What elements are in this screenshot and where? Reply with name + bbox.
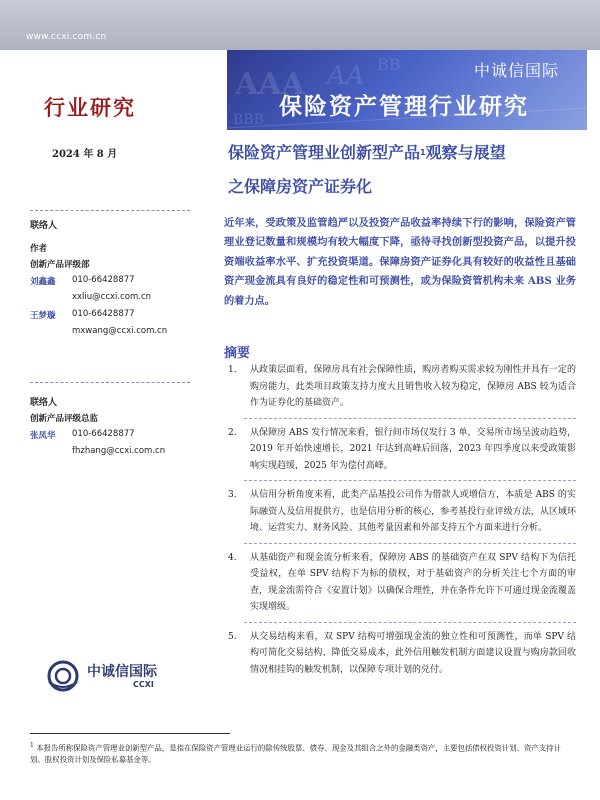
director-phone: 010-66428877 bbox=[72, 429, 135, 439]
director-contact bbox=[30, 429, 200, 446]
svg-text:BBB: BBB bbox=[233, 112, 264, 128]
summary-list bbox=[224, 362, 576, 678]
summary-item-1 bbox=[224, 362, 576, 412]
summary-divider bbox=[244, 622, 576, 623]
author-role: 作者 bbox=[30, 244, 48, 254]
footnote-text: 本报告所称保险资产管理业创新型产品，是指在保险资产管理业运行的除传统股票、债券、现金及其组合之外的金融类资产，主要包括债权投资计划、资产支持计划、股权投资计划及保险私募基金等。 bbox=[30, 743, 561, 765]
summary-item-4 bbox=[224, 550, 576, 616]
website-url[interactable]: www.ccxi.com.cn bbox=[26, 32, 107, 42]
summary-number: 5. bbox=[228, 631, 237, 642]
author-phone: 010-66428877 bbox=[72, 309, 135, 319]
logo-text: 中诚信国际 bbox=[87, 664, 157, 680]
sidebar-spacer bbox=[30, 343, 200, 395]
summary-number: 3. bbox=[228, 490, 237, 500]
logo-mark-icon bbox=[45, 658, 85, 694]
contact-label-2: 联络人 bbox=[30, 398, 58, 408]
author-contact-2 bbox=[30, 309, 200, 326]
brand-name: 中诚信国际 bbox=[473, 61, 559, 80]
svg-text:AAA: AAA bbox=[235, 67, 305, 102]
summary-item-5 bbox=[224, 629, 576, 679]
logo-subtext: CCXI bbox=[133, 680, 154, 689]
document-title-line2: 之保障房资产证券化 bbox=[228, 177, 373, 196]
banner-title: 保险资产管理行业研究 bbox=[279, 94, 529, 120]
summary-number: 2. bbox=[228, 427, 237, 438]
title-footnote-mark[interactable]: 1 bbox=[420, 148, 426, 157]
section-title: 行业研究 bbox=[44, 95, 136, 120]
director-name: 张凤华 bbox=[30, 431, 56, 441]
summary-text: 从交易结构来看，双 SPV 结构可增强现金流的独立性和可预测性，而单 SPV 结构可简化交易结构、降低交易成本，此外信用触发机制方面建议设置与购房款回收情况相挂钩的触发机制，以保障专项计划的兑付。 bbox=[250, 631, 576, 675]
document-title bbox=[228, 136, 578, 204]
author-email[interactable]: mxwang@ccxi.com.cn bbox=[72, 326, 168, 336]
summary-text: 从信用分析角度来看，此类产品基投公司作为借款人或增信方，本质是 ABS 的实际融资人及信用提供方，也是信用分析的核心，参考基投行业评级方法，从区域环境、运营实力、财务风险、其他考量因素和外部支持五个方面来进行分析。 bbox=[250, 490, 576, 533]
sidebar-divider-middle bbox=[30, 382, 190, 383]
director-department: 创新产品评级总监 bbox=[30, 414, 99, 424]
summary-number: 1. bbox=[228, 365, 237, 375]
title-part-b: 观察与展望 bbox=[425, 143, 506, 162]
summary-divider bbox=[244, 543, 576, 544]
summary-number: 4. bbox=[228, 552, 237, 563]
director-email[interactable]: fhzhang@ccxi.com.cn bbox=[72, 446, 166, 456]
footnote-rule bbox=[30, 733, 230, 734]
author-phone: 010-66428877 bbox=[72, 275, 135, 285]
summary-divider bbox=[244, 480, 576, 481]
summary-text: 从保障房 ABS 发行情况来看，银行间市场仅发行 3 单，交易所市场呈波动趋势，2019 年开始快速增长，2021 年达到高峰后回落，2023 年四季度以来受政策影响实现趋缓，2025 年为偿付高峰。 bbox=[250, 427, 576, 471]
summary-text: 从政策层面看，保障房具有社会保障性质，购房者购买需求较为刚性并具有一定的购房能力，此类项目政策支持力度大且销售收入较为稳定，保障房 ABS 较为适合作为证券化的基础资产。 bbox=[250, 365, 576, 408]
company-logo bbox=[45, 658, 175, 694]
report-date: 2024 年 8 月 bbox=[52, 149, 118, 160]
summary-divider bbox=[244, 418, 576, 419]
author-name: 王梦璇 bbox=[30, 311, 56, 321]
report-banner bbox=[227, 50, 587, 130]
author-email[interactable]: xxliu@ccxi.com.cn bbox=[72, 292, 152, 302]
summary-item-2 bbox=[224, 425, 576, 475]
svg-text:BB: BB bbox=[377, 55, 401, 74]
summary-heading: 摘要 bbox=[224, 346, 251, 361]
author-department: 创新产品评级部 bbox=[30, 260, 90, 270]
title-part-a: 保险资产管理业创新型产品 bbox=[228, 143, 421, 162]
svg-text:AA: AA bbox=[327, 61, 365, 91]
author-contact-1 bbox=[30, 275, 200, 292]
top-bar-background bbox=[0, 0, 600, 50]
author-name: 刘鑫鑫 bbox=[30, 277, 56, 287]
contact-label: 联络人 bbox=[30, 221, 58, 231]
top-bar bbox=[0, 0, 600, 50]
sidebar-divider-top bbox=[30, 210, 190, 211]
footnote-mark: 1 bbox=[30, 742, 34, 749]
document-title-line1 bbox=[228, 136, 578, 170]
summary-item-3 bbox=[224, 487, 576, 537]
summary-text: 从基础资产和现金流分析来看，保障房 ABS 的基础资产在双 SPV 结构下为信托受益权，在单 SPV 结构下为标的债权，对于基础资产的分析关注七个方面的审查，现金流需符合《安置计划》以确保合理性，并在条件允许下可通过现金流覆盖实现增级。 bbox=[250, 552, 576, 612]
footnote bbox=[30, 740, 575, 766]
intro-paragraph: 近年来，受政策及监管趋严以及投资产品收益率持续下行的影响，保险资产管理业登记数量和规模均有较大幅度下降，亟待寻找创新型投资产品，以提升投资端收益率水平、扩充投资渠道。保障房资产证券化具有较好的收益性且基础资产现金流具有良好的稳定性和可预测性，或为保险资管机构未来 ABS 业务的着力点。 bbox=[224, 217, 576, 307]
contacts-sidebar bbox=[30, 218, 200, 463]
